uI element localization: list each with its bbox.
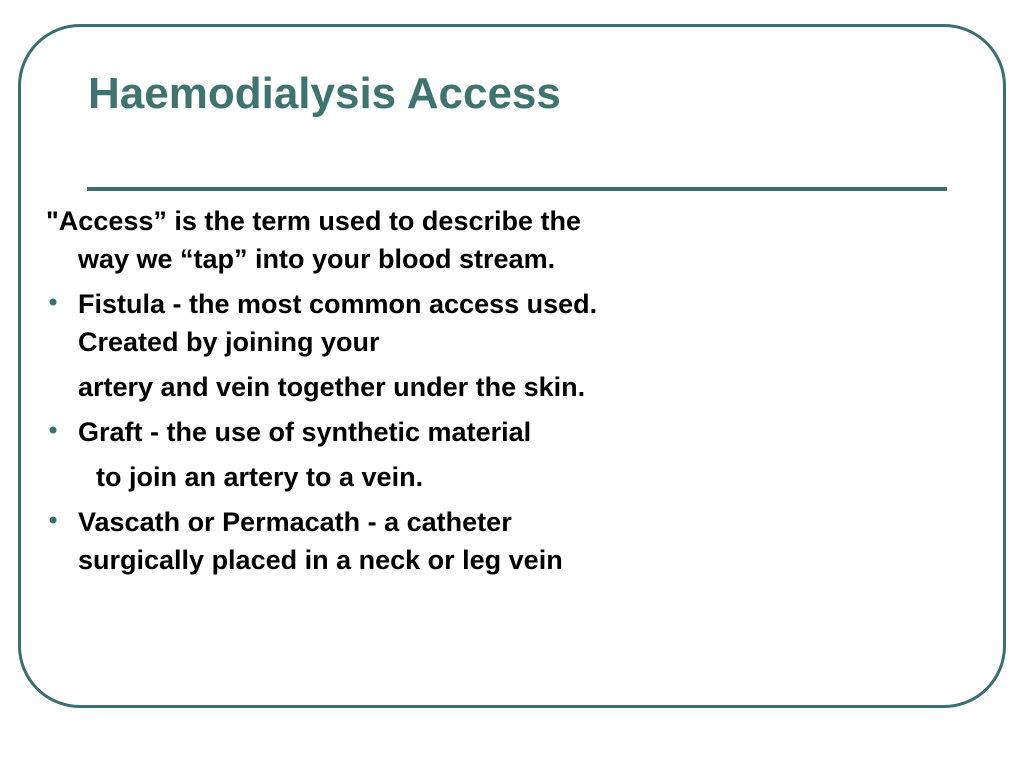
title-divider	[87, 187, 947, 191]
bullet-fistula-line-1: Fistula - the most common access used.	[78, 289, 598, 319]
bullet-vascath-line-1: Vascath or Permacath - a catheter	[78, 507, 512, 537]
bullet-icon: •	[46, 417, 61, 445]
slide-frame	[18, 24, 1006, 708]
slide-title: Haemodialysis Access	[88, 69, 561, 118]
bullet-vascath-line-2: surgically placed in a neck or leg vein	[78, 545, 563, 575]
bullet-fistula-line-2: Created by joining your	[78, 327, 380, 357]
intro-line-2: way we “tap” into your blood stream.	[78, 244, 556, 274]
bullet-graft-line-1: Graft - the use of synthetic material	[78, 417, 532, 447]
bullet-icon: •	[46, 289, 61, 317]
intro-line-1: "Access” is the term used to describe the	[46, 206, 581, 236]
bullet-fistula-line-3: artery and vein together under the skin.	[78, 372, 586, 402]
bullet-icon: •	[46, 507, 61, 535]
bullet-graft-line-2: to join an artery to a vein.	[96, 462, 424, 492]
